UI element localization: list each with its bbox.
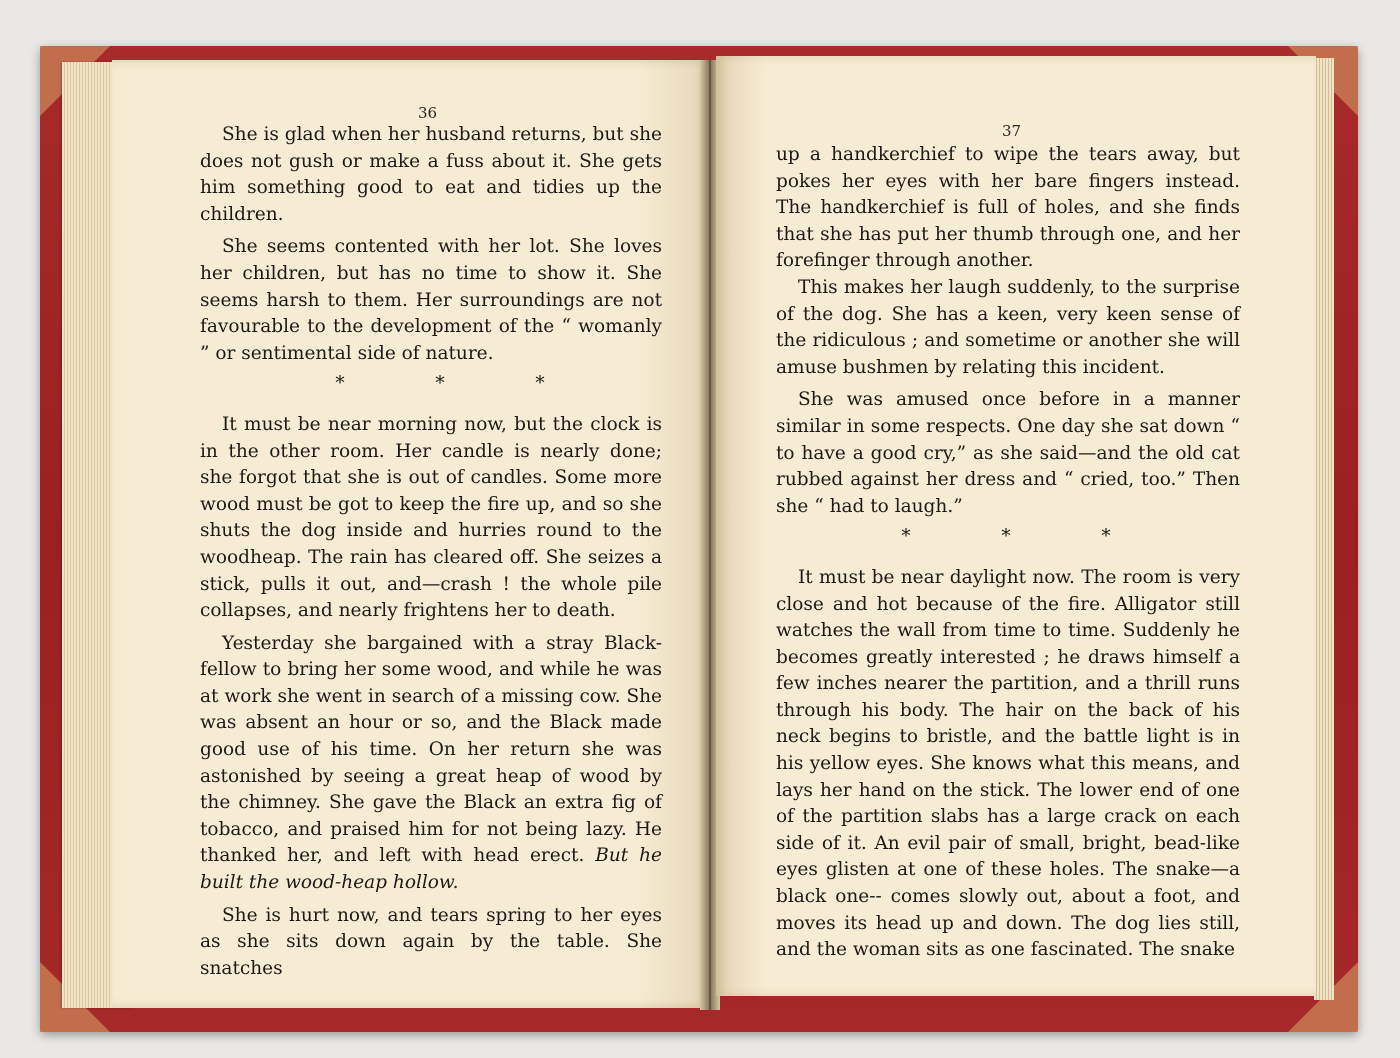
- section-star: *: [535, 373, 545, 395]
- left-page-text: [200, 122, 662, 982]
- section-star: *: [435, 373, 445, 395]
- paragraph: It must be near daylight now. The room is very close and hot because of the fire. Alligator still watches the wall from time to time. Suddenly he becomes greatly interested ; he draws himself a few inches nearer the partition, and a thrill runs through his body. The hair on the back of his neck begins to bristle, and the battle light is in his yellow eyes. She knows what this means, and lays her hand on the stick. The lower end of one of the partition slabs has a large crack on each side of it. An evil pair of small, bright, bead-like eyes glisten at one of these holes. The snake—a black one-- comes slowly out, about a foot, and moves its head up and down. The dog lies still, and the woman sits as one fascinated. The snake: [776, 566, 1240, 961]
- right-page-number: 37: [1002, 122, 1022, 140]
- left-page: [112, 60, 708, 1008]
- paragraph: This makes her laugh suddenly, to the surprise of the dog. She has a keen, very keen sense of the ridiculous ; and sometime or another she will amuse bushmen by relating this incident.: [776, 276, 1240, 378]
- right-page-edges: [1314, 58, 1334, 1000]
- paragraph: She is hurt now, and tears spring to her eyes as she sits down again by the table. She snatches: [200, 904, 662, 979]
- section-break: [200, 371, 662, 398]
- italic-sentence: But he built the wood-heap hollow.: [200, 845, 662, 894]
- paragraph: She was amused once before in a manner similar in some respects. One day she sat down “ to have a good cry,” as she said—and the old cat rubbed against her dress and “ cried, too.” Then she “ had to laugh.”: [776, 389, 1240, 517]
- paragraph: It must be near morning now, but the clock is in the other room. Her candle is nearly done; she forgot that she is out of candles. Some more wood must be got to keep the fire up, and so she shuts the dog inside and hurries round to the woodheap. The rain has cleared off. She seizes a stick, pulls it out, and—crash ! the whole pile collapses, and nearly frightens her to death.: [200, 413, 662, 622]
- paragraph: She is glad when her husband returns, but she does not gush or make a fuss about it. She gets him something good to eat and tidies up the children.: [200, 124, 662, 225]
- right-page: [716, 56, 1316, 996]
- paragraph: up a handkerchief to wipe the tears away, but pokes her eyes with her bare fingers instead. The handkerchief is full of holes, and she finds that she has put her thumb through one, and her forefinger through another.: [776, 144, 1240, 272]
- paragraph-text: Yesterday she bargained with a stray Black-fellow to bring her some wood, and while he was at work she went in search of a missing cow. She was absent an hour or so, and the Black made good use of his time. On her return she was astonished by seeing a great heap of wood by the chimney. She gave the Black an extra fig of tobacco, and praised him for not being lazy. He thanked her, and left with head erect.: [200, 632, 662, 867]
- section-star: *: [1001, 526, 1011, 548]
- right-page-text: [776, 142, 1240, 964]
- section-star: *: [901, 526, 911, 548]
- section-break: [776, 524, 1240, 551]
- paragraph-with-italic: [200, 631, 662, 897]
- section-star: *: [335, 373, 345, 395]
- section-star: *: [1101, 526, 1111, 548]
- paragraph: She seems contented with her lot. She loves her children, but has no time to show it. She seems harsh to them. Her surroundings are not favourable to the development of the “ womanly ” or sentimental side of nature.: [200, 236, 662, 364]
- left-page-number: 36: [418, 104, 438, 122]
